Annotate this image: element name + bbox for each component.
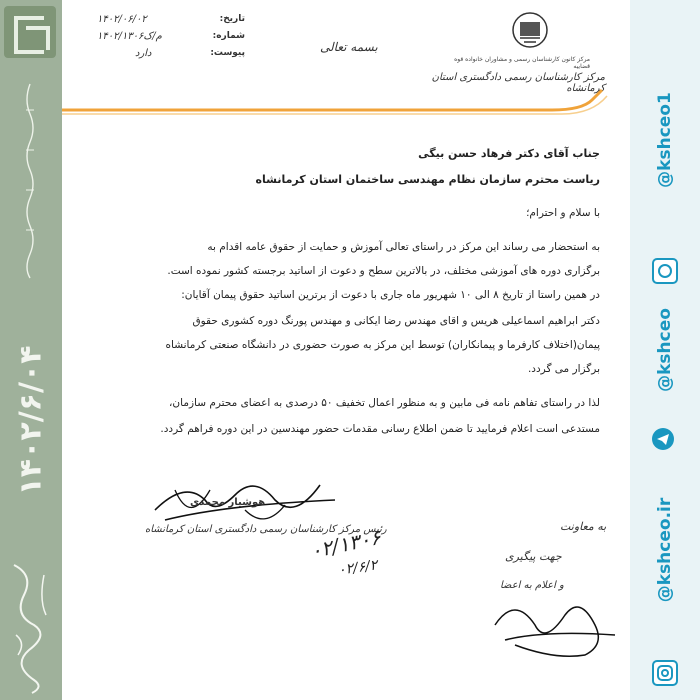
number-value: ۱۴۰۲/۱۳۰۶م/ک — [97, 31, 162, 42]
date-row — [95, 14, 245, 31]
attachment-row — [95, 48, 245, 65]
note-line2: جهت پیگیری — [505, 550, 562, 563]
addressee-title: ریاست محترم سازمان نظام مهندسی ساختمان استان کرمانشاه — [255, 173, 600, 186]
right-social-strip — [630, 0, 700, 700]
telegram-handle[interactable]: @kshceo — [655, 308, 676, 392]
note-line1: به معاونت — [560, 520, 607, 533]
body-line: برگزار می گردد. — [527, 363, 600, 375]
number-row — [95, 31, 245, 48]
signer-name: هوشیار محمدی — [190, 497, 266, 508]
telegram-icon[interactable] — [652, 428, 674, 450]
instagram-handle[interactable]: @kshceo.ir — [655, 497, 676, 603]
addressee: جناب آقای دکتر فرهاد حسن بیگی — [418, 147, 600, 160]
body-line: پیمان(اختلاف کارفرما و پیمانکاران) توسط این مرکز به صورت حضوری در دانشگاه صنعتی کرمانشاه — [165, 339, 600, 351]
judiciary-emblem-icon — [510, 10, 550, 50]
left-decorative-strip — [0, 0, 62, 700]
org-name: مرکز کارشناسان رسمی دادگستری استان کرمانشاه — [431, 72, 605, 94]
calligraphy-logo — [4, 555, 58, 695]
number-label: شماره: — [212, 31, 245, 41]
instagram-icon[interactable] — [652, 660, 678, 686]
left-vertical-script — [18, 80, 42, 280]
body-line: در همین راستا از تاریخ ۸ الی ۱۰ شهریور ماه جاری با دعوت از برترین اساتید حقوق پیمان آقایان: — [181, 289, 600, 301]
date-label: تاریخ: — [219, 14, 245, 24]
handwritten-number: ۰۲/۱۳۰۶ — [308, 524, 383, 564]
body-line: دکتر ابراهیم اسماعیلی هریس و اقای مهندس رضا ایکانی و مهندس پورنگ دوره کشوری حقوق — [192, 315, 600, 327]
attachment-value: دارد — [135, 48, 152, 59]
eitaa-handle[interactable]: @kshceo1 — [655, 92, 675, 188]
attachment-label: پیوست: — [210, 48, 245, 58]
signer-title: رئیس مرکز کارشناسان رسمی دادگستری استان کرمانشاه — [145, 524, 387, 535]
body-line: مستدعی است اعلام فرمایید تا ضمن اطلاع رسانی مقدمات حضور مهندسین در این دوره فراهم گردد. — [160, 423, 600, 435]
date-value: ۱۴۰۲/۰۶/۰۲ — [97, 14, 147, 25]
note-line3: و اعلام به اعضا — [500, 580, 564, 591]
header-decorative-curve — [62, 88, 630, 118]
letter-meta — [95, 14, 245, 65]
body-line: به استحضار می رساند این مرکز در راستای تعالی آموزش و حمایت از حقوق عامه اقدام به — [207, 241, 600, 253]
body-line: برگزاری دوره های آموزشی مختلف، در بالاترین سطح و دعوت از اساتید برجسته کشور نموده است. — [167, 265, 600, 277]
handwritten-date: ۰۲/۶/۲ — [337, 557, 379, 579]
vertical-date: ۱۴۰۲/۶/۰۴ — [13, 344, 49, 496]
logo-icon — [4, 6, 56, 58]
org-subtitle: مرکز کانون کارشناسان رسمی و مشاوران خانواده قوه قضاییه — [454, 56, 590, 70]
referral-signature-scribble — [475, 585, 625, 665]
greeting: با سلام و احترام؛ — [526, 207, 600, 219]
basmala: بسمه تعالی — [320, 40, 378, 54]
body-line: لذا در راستای تفاهم نامه فی مابین و به منظور اعمال تخفیف ۵۰ درصدی به اعضای محترم سازمان، — [169, 397, 600, 409]
